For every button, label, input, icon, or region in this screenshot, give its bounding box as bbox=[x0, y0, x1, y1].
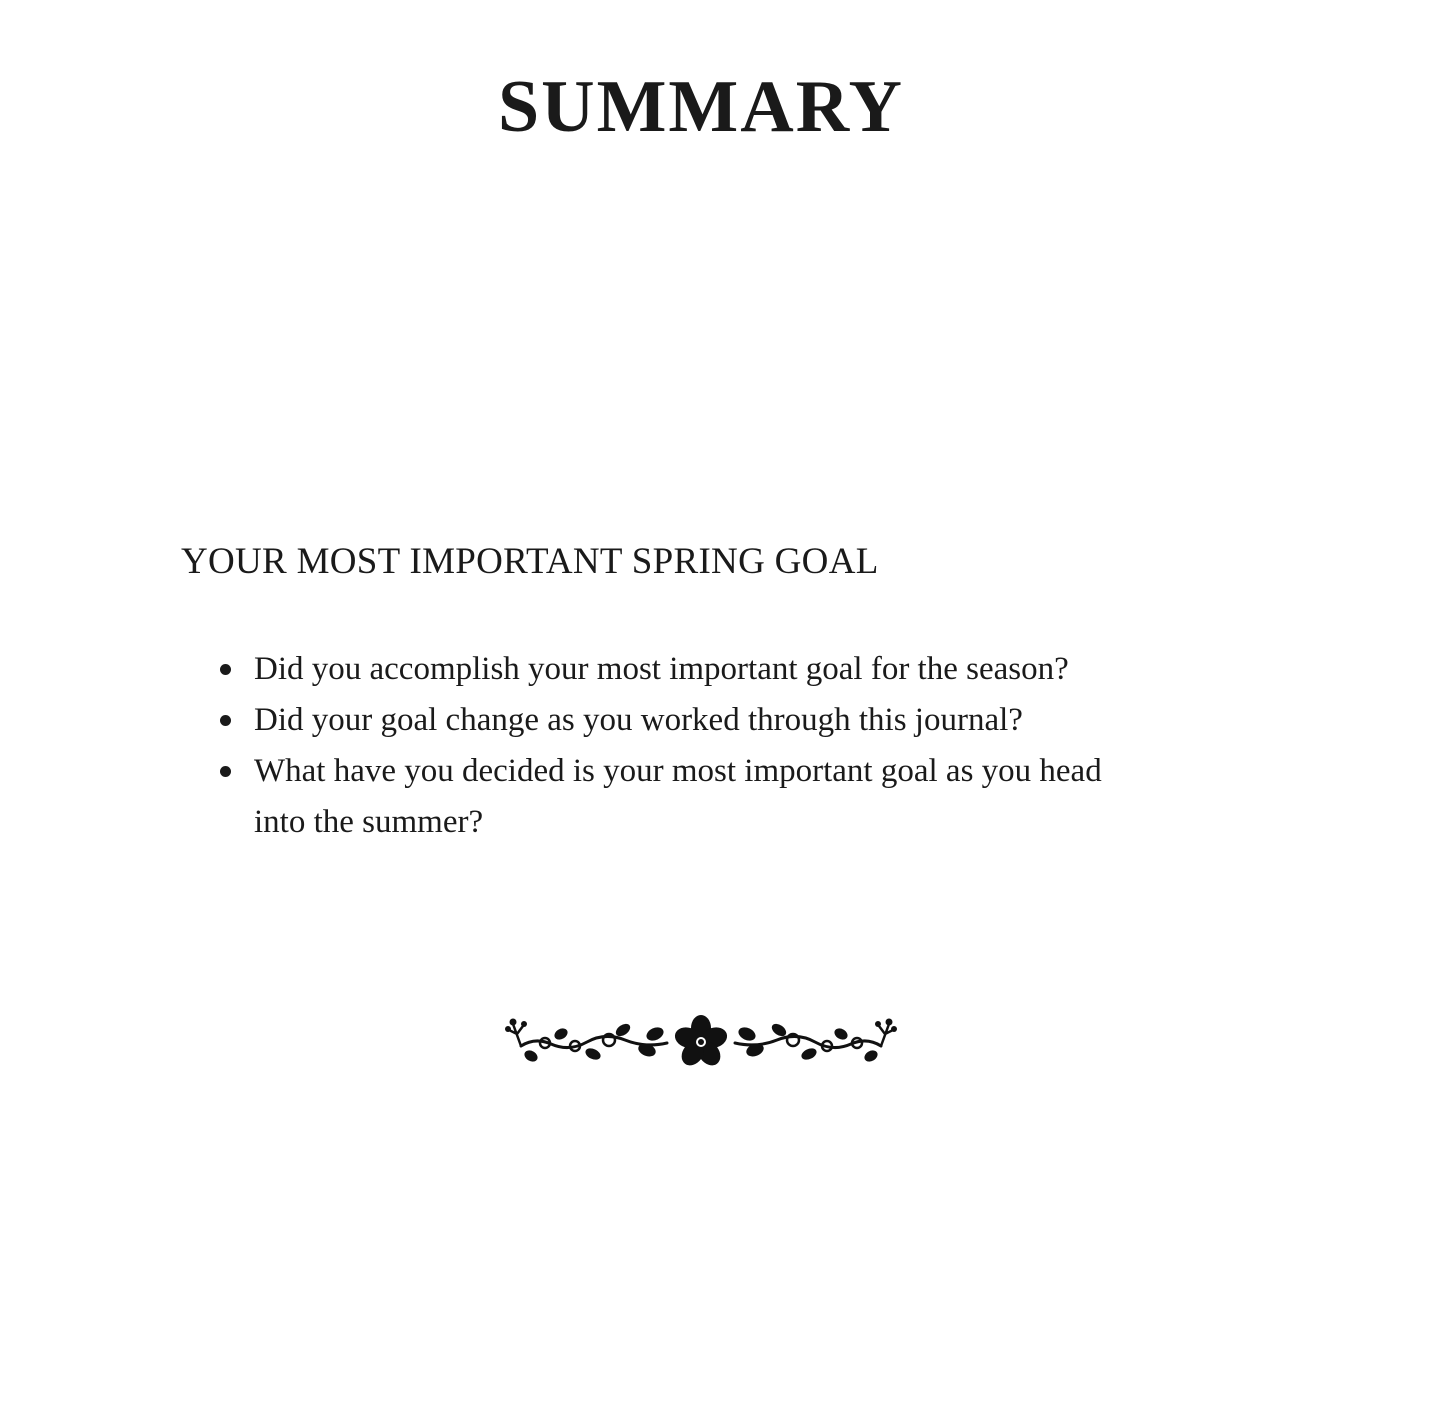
section-heading: YOUR MOST IMPORTANT SPRING GOAL bbox=[181, 541, 879, 582]
bullet-icon bbox=[220, 715, 231, 726]
question-text: Did you accomplish your most important goal for the season? bbox=[254, 651, 1069, 687]
bullet-icon bbox=[220, 766, 231, 777]
bullet-icon bbox=[220, 664, 231, 675]
floral-vine-divider-icon bbox=[505, 1010, 897, 1072]
list-item bbox=[254, 644, 1154, 695]
question-text: What have you decided is your most important goal as you head into the summer? bbox=[254, 753, 1102, 840]
list-item bbox=[254, 746, 1154, 848]
question-list bbox=[254, 644, 1154, 848]
question-text: Did your goal change as you worked through this journal? bbox=[254, 702, 1023, 738]
list-item bbox=[254, 695, 1154, 746]
page-title: SUMMARY bbox=[497, 66, 904, 148]
